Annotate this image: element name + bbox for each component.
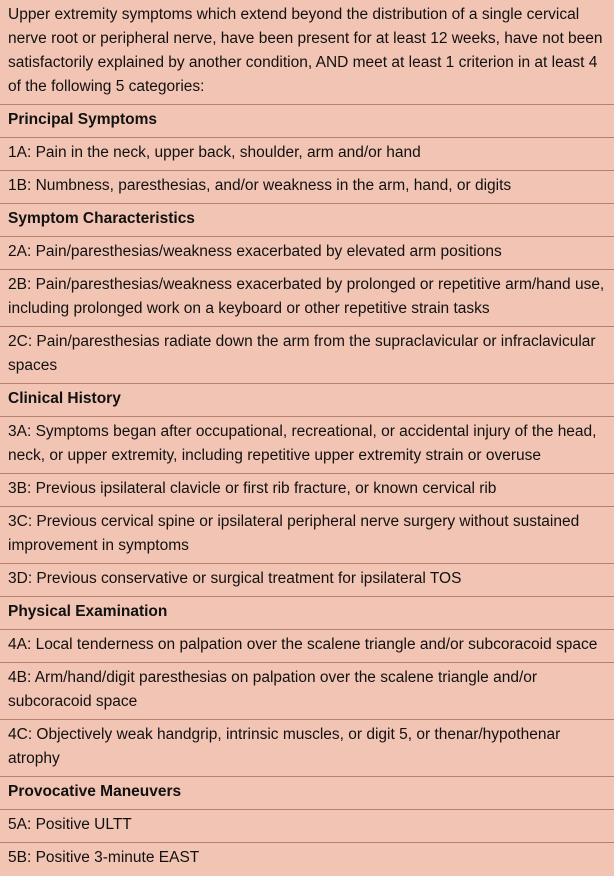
criterion-4c: 4C: Objectively weak handgrip, intrinsic muscles, or digit 5, or thenar/hypothenar atrophy bbox=[0, 719, 614, 776]
section-heading-principal-symptoms: Principal Symptoms bbox=[0, 104, 614, 137]
section-heading-symptom-characteristics: Symptom Characteristics bbox=[0, 203, 614, 236]
criterion-5a: 5A: Positive ULTT bbox=[0, 809, 614, 842]
criterion-3a: 3A: Symptoms began after occupational, recreational, or accidental injury of the head, neck, or upper extremity, including repetitive upper extremity strain or overuse bbox=[0, 416, 614, 473]
criterion-1a: 1A: Pain in the neck, upper back, shoulder, arm and/or hand bbox=[0, 137, 614, 170]
section-heading-provocative-maneuvers: Provocative Maneuvers bbox=[0, 776, 614, 809]
criterion-4b: 4B: Arm/hand/digit paresthesias on palpation over the scalene triangle and/or subcoracoid space bbox=[0, 662, 614, 719]
criterion-5b: 5B: Positive 3-minute EAST bbox=[0, 842, 614, 875]
criterion-2b: 2B: Pain/paresthesias/weakness exacerbated by prolonged or repetitive arm/hand use, including prolonged work on a keyboard or other repetitive strain tasks bbox=[0, 269, 614, 326]
section-heading-clinical-history: Clinical History bbox=[0, 383, 614, 416]
criterion-4a: 4A: Local tenderness on palpation over the scalene triangle and/or subcoracoid space bbox=[0, 629, 614, 662]
section-heading-physical-examination: Physical Examination bbox=[0, 596, 614, 629]
criterion-3c: 3C: Previous cervical spine or ipsilateral peripheral nerve surgery without sustained improvement in symptoms bbox=[0, 506, 614, 563]
criterion-1b: 1B: Numbness, paresthesias, and/or weakness in the arm, hand, or digits bbox=[0, 170, 614, 203]
criterion-2c: 2C: Pain/paresthesias radiate down the arm from the supraclavicular or infraclavicular spaces bbox=[0, 326, 614, 383]
criterion-3d: 3D: Previous conservative or surgical treatment for ipsilateral TOS bbox=[0, 563, 614, 596]
criterion-3b: 3B: Previous ipsilateral clavicle or first rib fracture, or known cervical rib bbox=[0, 473, 614, 506]
criterion-2a: 2A: Pain/paresthesias/weakness exacerbated by elevated arm positions bbox=[0, 236, 614, 269]
intro-text: Upper extremity symptoms which extend beyond the distribution of a single cervical nerve root or peripheral nerve, have been present for at least 12 weeks, have not been satisfactorily explained by another condition, AND meet at least 1 criterion in at least 4 of the following 5 categories: bbox=[8, 6, 603, 95]
